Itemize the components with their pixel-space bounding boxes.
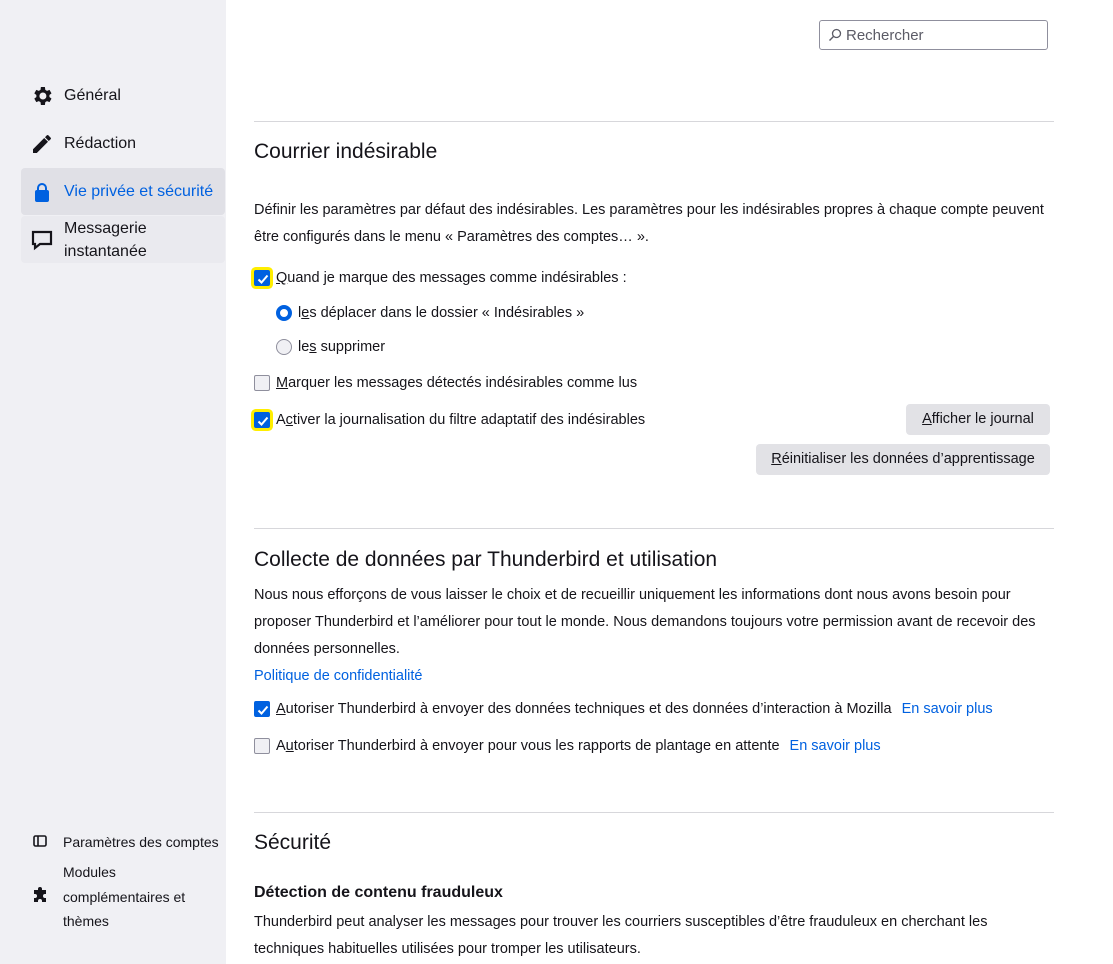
sidebar-item-chat[interactable] bbox=[21, 216, 225, 263]
sidebar-item-label: Messagerie bbox=[64, 220, 147, 237]
show-log-button[interactable]: Afficher le journal bbox=[906, 404, 1050, 435]
checkbox-checked[interactable] bbox=[254, 270, 270, 286]
junk-move-radio[interactable] bbox=[276, 303, 584, 323]
junk-description: Définir les paramètres par défaut des indésirables. Les paramètres pour les indésirables propres à chaque compte peuvent être configurés dans le menu « Paramètres des comptes… ». bbox=[254, 202, 1044, 245]
addons-label: complémentaires et bbox=[63, 888, 186, 905]
radio-label: les supprimer bbox=[298, 339, 386, 355]
pencil-icon bbox=[30, 132, 54, 156]
checkbox-label: Activer la journalisation du filtre adaptatif des indésirables bbox=[276, 412, 646, 428]
data-collection-title: Collecte de données par Thunderbird et utilisation bbox=[254, 548, 718, 571]
checkbox-label: Autoriser Thunderbird à envoyer des données techniques et des données d’interaction à Mozilla bbox=[276, 701, 892, 717]
section-divider bbox=[254, 812, 1054, 813]
addons-label: thèmes bbox=[63, 913, 109, 929]
security-title: Sécurité bbox=[254, 831, 332, 854]
reset-training-button[interactable]: Réinitialiser les données d’apprentissage bbox=[756, 444, 1050, 475]
telemetry-checkbox[interactable] bbox=[254, 699, 993, 719]
radio-label: les déplacer dans le dossier « Indésirables » bbox=[298, 305, 585, 321]
crash-learn-more-link[interactable]: En savoir plus bbox=[789, 738, 881, 754]
junk-mark-checkbox[interactable] bbox=[254, 268, 627, 288]
junk-mark-read-checkbox[interactable] bbox=[254, 373, 637, 393]
checkbox-checked[interactable] bbox=[254, 412, 270, 428]
checkbox-label: Autoriser Thunderbird à envoyer pour vous les rapports de plantage en attente bbox=[276, 738, 780, 754]
sidebar bbox=[0, 0, 226, 964]
chat-icon bbox=[30, 228, 54, 252]
sidebar-item-composition[interactable] bbox=[21, 120, 225, 167]
account-settings-link[interactable] bbox=[30, 830, 220, 854]
lock-icon bbox=[30, 180, 54, 204]
section-divider bbox=[254, 121, 1054, 122]
puzzle-piece-icon bbox=[30, 886, 50, 906]
search-box[interactable] bbox=[819, 20, 1048, 50]
sidebar-item-label: instantanée bbox=[64, 243, 147, 260]
checkbox-label: Quand je marque des messages comme indésirables : bbox=[276, 270, 627, 286]
checkbox-label: Marquer les messages détectés indésirables comme lus bbox=[276, 375, 638, 391]
junk-section-title: Courrier indésirable bbox=[254, 140, 438, 163]
fraud-detection-description: Thunderbird peut analyser les messages pour trouver les courriers susceptibles d’être frauduleux en cherchant les techniques habituelles utilisées pour tromper les utilisateurs. bbox=[254, 914, 988, 957]
data-collection-description: Nous nous efforçons de vous laisser le choix et de recueillir uniquement les informations dont nous avons besoin pour proposer Thunderbird et l’améliorer pour tout le monde. Nous demandons toujours votre permission avant de recevoir des données personnelles. bbox=[254, 587, 1036, 657]
addons-label: Modules bbox=[63, 864, 116, 880]
account-settings-icon bbox=[30, 832, 50, 852]
telemetry-learn-more-link[interactable]: En savoir plus bbox=[901, 701, 993, 717]
sidebar-item-label: Général bbox=[64, 87, 121, 104]
radio-unselected[interactable] bbox=[276, 339, 292, 355]
junk-delete-radio[interactable] bbox=[276, 337, 385, 357]
privacy-policy-link[interactable]: Politique de confidentialité bbox=[254, 668, 423, 684]
sidebar-item-label: Vie privée et sécurité bbox=[64, 183, 214, 200]
sidebar-item-privacy[interactable] bbox=[21, 168, 225, 215]
crash-reports-checkbox[interactable] bbox=[254, 736, 881, 756]
checkbox-unchecked[interactable] bbox=[254, 738, 270, 754]
gear-icon bbox=[30, 84, 54, 108]
checkbox-checked[interactable] bbox=[254, 701, 270, 717]
radio-selected[interactable] bbox=[276, 305, 292, 321]
fraud-detection-title: Détection de contenu frauduleux bbox=[254, 884, 503, 901]
checkbox-unchecked[interactable] bbox=[254, 375, 270, 391]
section-divider bbox=[254, 528, 1054, 529]
junk-logging-checkbox[interactable] bbox=[254, 410, 645, 430]
search-icon bbox=[828, 28, 842, 42]
addons-themes-link[interactable] bbox=[30, 860, 220, 934]
account-settings-label: Paramètres des comptes bbox=[63, 834, 219, 850]
sidebar-item-general[interactable] bbox=[21, 72, 225, 119]
search-input[interactable] bbox=[846, 21, 1041, 49]
sidebar-item-label: Rédaction bbox=[64, 135, 137, 152]
